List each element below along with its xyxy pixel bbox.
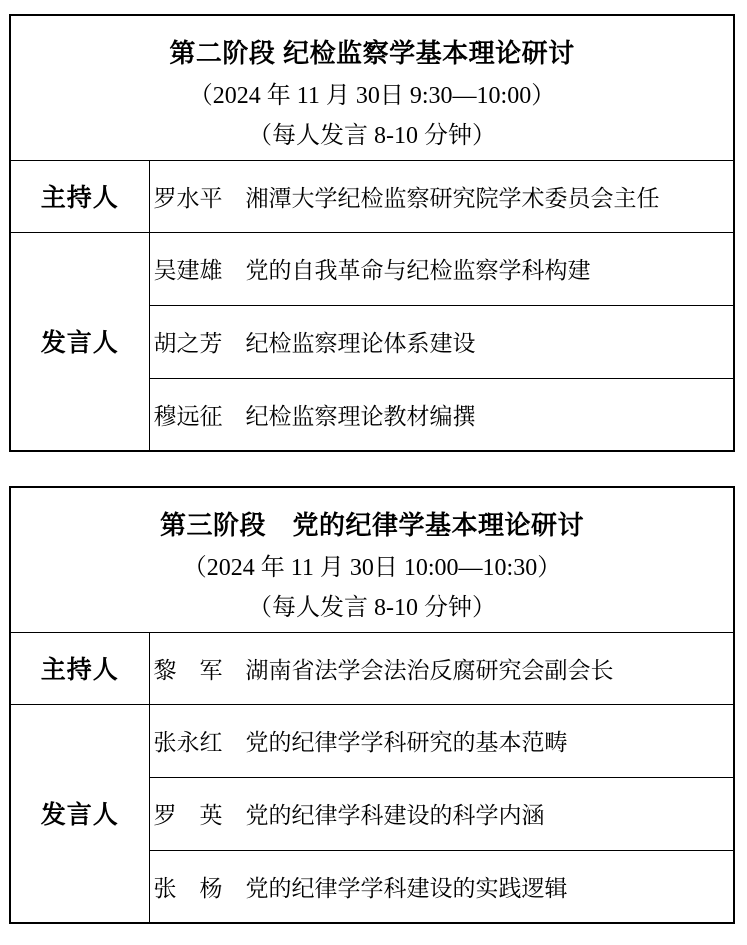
host-entry: 罗水平 湘潭大学纪检监察研究院学术委员会主任 <box>149 160 734 232</box>
host-label: 主持人 <box>10 160 149 232</box>
speaker-entry: 张永红 党的纪律学学科研究的基本范畴 <box>149 704 734 777</box>
host-label: 主持人 <box>10 632 149 704</box>
session-note: （每人发言 8-10 分钟） <box>248 594 496 621</box>
session-header-cell <box>10 487 734 632</box>
session-header-cell <box>10 15 734 160</box>
speakers-label: 发言人 <box>10 704 149 923</box>
host-row <box>10 160 734 232</box>
session-datetime: （2024 年 11 月 30日 10:00—10:30） <box>182 554 562 581</box>
host-row <box>10 632 734 704</box>
session-table-stage-3 <box>9 486 735 924</box>
speaker-row <box>10 232 734 305</box>
speaker-entry: 胡之芳 纪检监察理论体系建设 <box>149 305 734 378</box>
session-title: 第二阶段 纪检监察学基本理论研讨 <box>169 37 575 68</box>
speaker-entry: 张 杨 党的纪律学学科建设的实践逻辑 <box>149 850 734 923</box>
session-datetime: （2024 年 11 月 30日 9:30—10:00） <box>188 82 556 109</box>
session-title: 第三阶段 党的纪律学基本理论研讨 <box>160 509 585 540</box>
session-header-row <box>10 487 734 632</box>
speaker-entry: 罗 英 党的纪律学科建设的科学内涵 <box>149 777 734 850</box>
host-entry: 黎 军 湖南省法学会法治反腐研究会副会长 <box>149 632 734 704</box>
session-note: （每人发言 8-10 分钟） <box>248 122 496 149</box>
speaker-row <box>10 704 734 777</box>
speaker-entry: 穆远征 纪检监察理论教材编撰 <box>149 378 734 451</box>
session-table-stage-2 <box>9 14 735 452</box>
speakers-label: 发言人 <box>10 232 149 451</box>
session-header-row <box>10 15 734 160</box>
speaker-entry: 吴建雄 党的自我革命与纪检监察学科构建 <box>149 232 734 305</box>
